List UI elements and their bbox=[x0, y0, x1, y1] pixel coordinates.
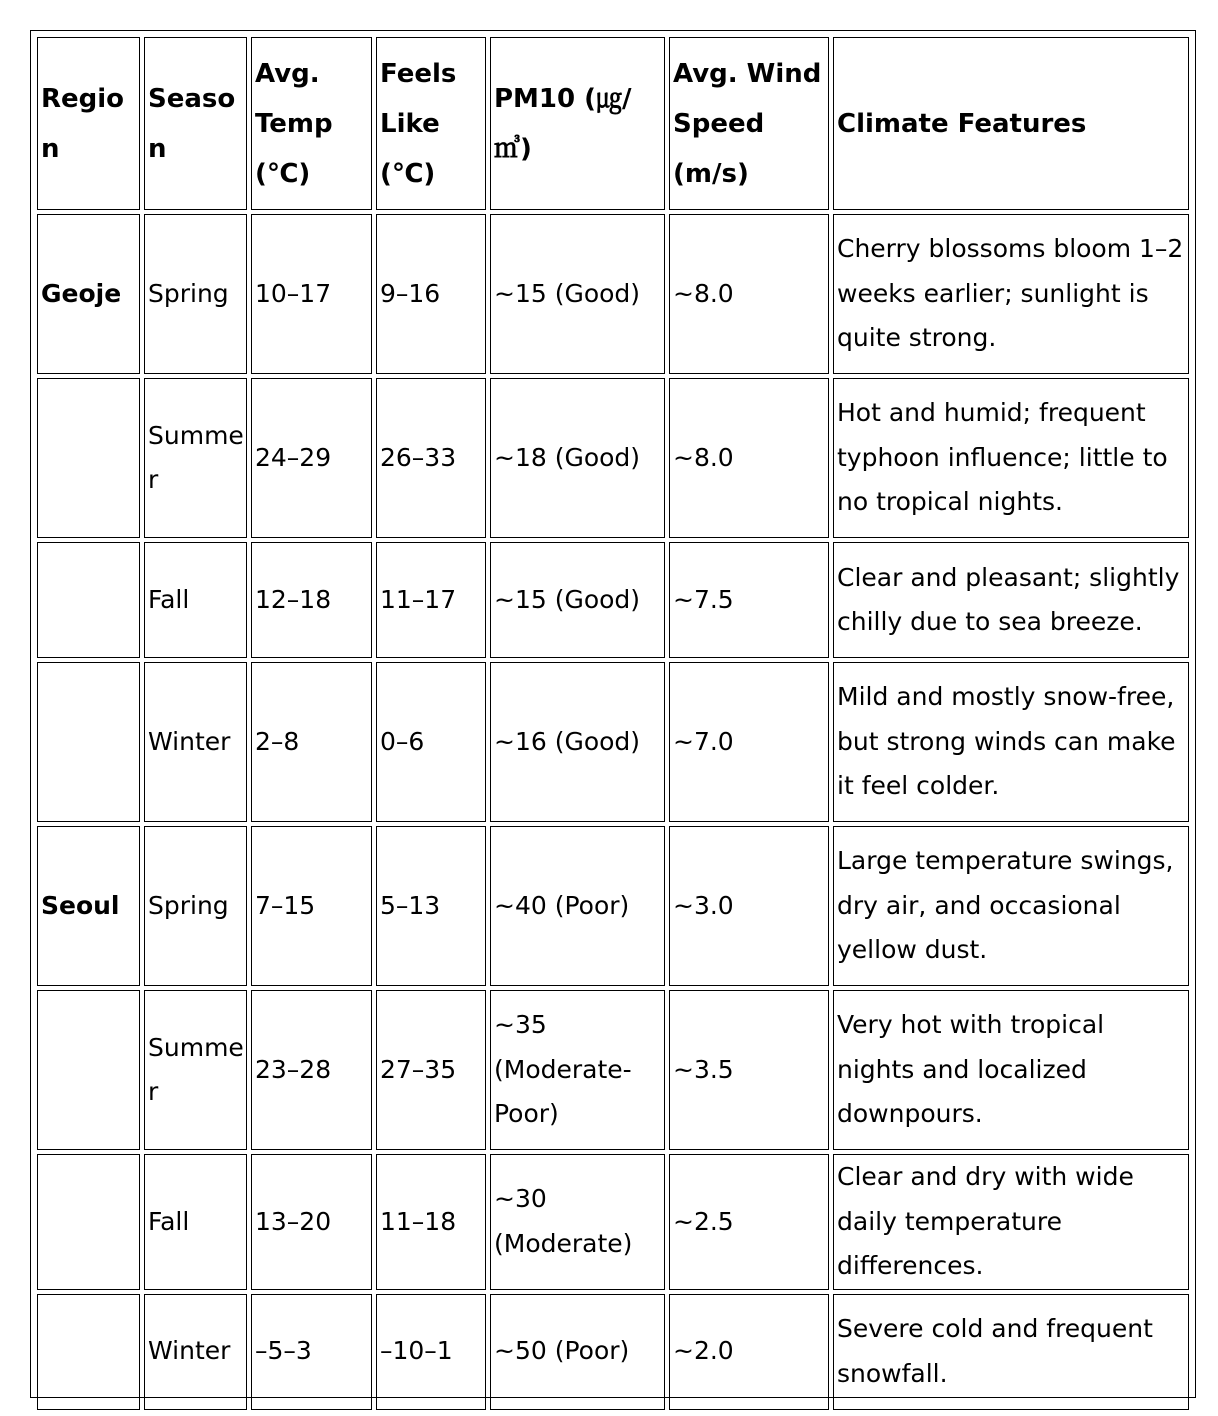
cell-feels-like: 27–35 bbox=[376, 990, 486, 1150]
cell-climate-features: Mild and mostly snow-free, but strong winds can make it feel colder. bbox=[833, 662, 1189, 822]
climate-table bbox=[33, 33, 1193, 1414]
cell-region bbox=[37, 990, 140, 1150]
cell-feels-like: 26–33 bbox=[376, 378, 486, 538]
cell-season: Summer bbox=[144, 990, 247, 1150]
cell-climate-features: Clear and pleasant; slightly chilly due to sea breeze. bbox=[833, 542, 1189, 658]
cell-climate-features: Clear and dry with wide daily temperature differences. bbox=[833, 1154, 1189, 1290]
header-climate-features: Climate Features bbox=[833, 37, 1189, 210]
cell-feels-like: 0–6 bbox=[376, 662, 486, 822]
cell-season: Winter bbox=[144, 662, 247, 822]
cell-season: Spring bbox=[144, 826, 247, 986]
header-wind-speed: Avg. Wind Speed (m/s) bbox=[669, 37, 829, 210]
cell-wind-speed: ~8.0 bbox=[669, 378, 829, 538]
cell-feels-like: 11–17 bbox=[376, 542, 486, 658]
cell-season: Winter bbox=[144, 1294, 247, 1410]
cell-pm10: ~15 (Good) bbox=[490, 214, 665, 374]
cell-wind-speed: ~2.0 bbox=[669, 1294, 829, 1410]
cell-wind-speed: ~8.0 bbox=[669, 214, 829, 374]
cell-pm10: ~30 (Moderate) bbox=[490, 1154, 665, 1290]
cell-region bbox=[37, 542, 140, 658]
header-season: Season bbox=[144, 37, 247, 210]
cell-avg-temp: –5–3 bbox=[251, 1294, 372, 1410]
header-row bbox=[37, 37, 1189, 210]
cell-pm10: ~35 (Moderate-Poor) bbox=[490, 990, 665, 1150]
cell-climate-features: Large temperature swings, dry air, and occasional yellow dust. bbox=[833, 826, 1189, 986]
cell-region bbox=[37, 1154, 140, 1290]
cell-season: Fall bbox=[144, 542, 247, 658]
cell-region bbox=[37, 662, 140, 822]
table-row bbox=[37, 662, 1189, 822]
cell-climate-features: Cherry blossoms bloom 1–2 weeks earlier; sunlight is quite strong. bbox=[833, 214, 1189, 374]
table-row bbox=[37, 826, 1189, 986]
table-row bbox=[37, 378, 1189, 538]
cell-avg-temp: 23–28 bbox=[251, 990, 372, 1150]
cell-region bbox=[37, 1294, 140, 1410]
climate-table-frame bbox=[30, 30, 1196, 1398]
table-row bbox=[37, 1154, 1189, 1290]
cell-wind-speed: ~3.0 bbox=[669, 826, 829, 986]
cell-pm10: ~16 (Good) bbox=[490, 662, 665, 822]
cell-feels-like: 11–18 bbox=[376, 1154, 486, 1290]
cell-climate-features: Hot and humid; frequent typhoon influence; little to no tropical nights. bbox=[833, 378, 1189, 538]
cell-avg-temp: 2–8 bbox=[251, 662, 372, 822]
cell-season: Fall bbox=[144, 1154, 247, 1290]
cell-wind-speed: ~3.5 bbox=[669, 990, 829, 1150]
cell-climate-features: Severe cold and frequent snowfall. bbox=[833, 1294, 1189, 1410]
cell-climate-features: Very hot with tropical nights and localized downpours. bbox=[833, 990, 1189, 1150]
table-row bbox=[37, 990, 1189, 1150]
cell-season: Spring bbox=[144, 214, 247, 374]
cell-pm10: ~40 (Poor) bbox=[490, 826, 665, 986]
cell-pm10: ~50 (Poor) bbox=[490, 1294, 665, 1410]
cell-wind-speed: ~7.5 bbox=[669, 542, 829, 658]
cell-region bbox=[37, 378, 140, 538]
cell-feels-like: 9–16 bbox=[376, 214, 486, 374]
cell-pm10: ~18 (Good) bbox=[490, 378, 665, 538]
cell-region: Geoje bbox=[37, 214, 140, 374]
header-avg-temp: Avg. Temp (℃) bbox=[251, 37, 372, 210]
header-pm10: PM10 (㎍/㎥) bbox=[490, 37, 665, 210]
cell-feels-like: 5–13 bbox=[376, 826, 486, 986]
cell-avg-temp: 24–29 bbox=[251, 378, 372, 538]
table-row bbox=[37, 542, 1189, 658]
table-row bbox=[37, 1294, 1189, 1410]
cell-season: Summer bbox=[144, 378, 247, 538]
table-row bbox=[37, 214, 1189, 374]
header-region: Region bbox=[37, 37, 140, 210]
cell-feels-like: –10–1 bbox=[376, 1294, 486, 1410]
cell-avg-temp: 13–20 bbox=[251, 1154, 372, 1290]
cell-wind-speed: ~2.5 bbox=[669, 1154, 829, 1290]
cell-avg-temp: 12–18 bbox=[251, 542, 372, 658]
cell-avg-temp: 7–15 bbox=[251, 826, 372, 986]
cell-avg-temp: 10–17 bbox=[251, 214, 372, 374]
cell-wind-speed: ~7.0 bbox=[669, 662, 829, 822]
cell-region: Seoul bbox=[37, 826, 140, 986]
cell-pm10: ~15 (Good) bbox=[490, 542, 665, 658]
header-feels-like: Feels Like (℃) bbox=[376, 37, 486, 210]
